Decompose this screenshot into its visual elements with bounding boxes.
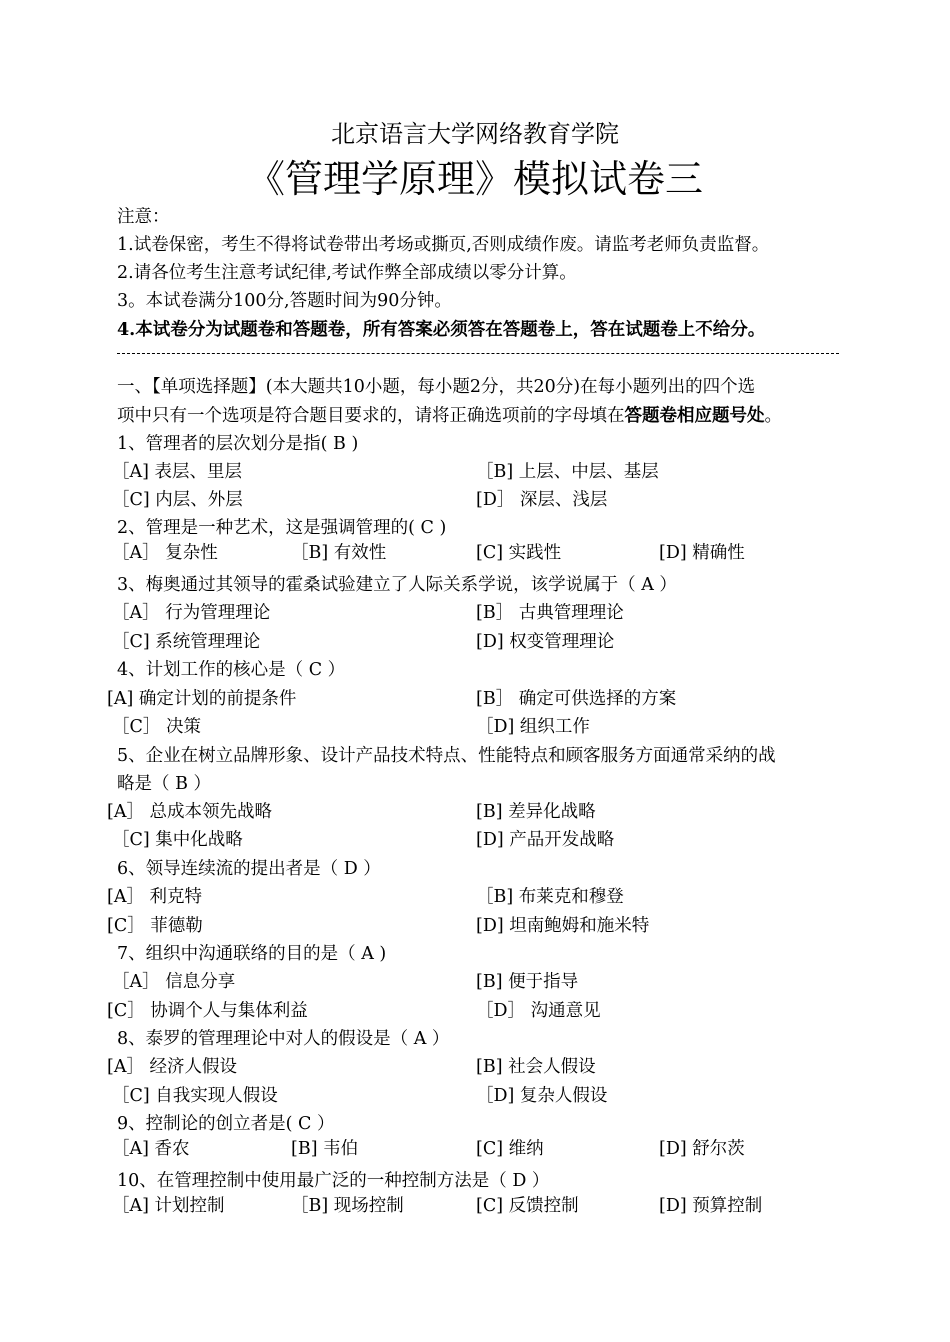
question-4-option-a: [A] 确定计划的前提条件	[107, 689, 297, 709]
question-3-option-a: ［A］ 行为管理理论	[112, 603, 271, 623]
exam-title: 《管理学原理》模拟试卷三	[246, 157, 703, 201]
question-8-option-c: ［C] 自我实现人假设	[112, 1086, 278, 1106]
question-5-option-b: [B] 差异化战略	[476, 802, 596, 822]
question-10-option-b: ［B] 现场控制	[291, 1196, 404, 1216]
question-8-option-a: [A］ 经济人假设	[107, 1057, 238, 1077]
question-4-option-b: [B］ 确定可供选择的方案	[476, 689, 677, 709]
question-8-stem: 8、泰罗的管理理论中对人的假设是（ A ）	[117, 1029, 450, 1049]
instruction-text: 项中只有一个选项是符合题目要求的，请将正确选项前的字母填在	[117, 406, 625, 426]
question-10-option-c: [C] 反馈控制	[476, 1196, 579, 1216]
question-1-stem: 1、管理者的层次划分是指( B )	[117, 434, 359, 454]
question-1-option-c: ［C] 内层、外层	[112, 490, 243, 510]
question-7-option-c: [C］ 协调个人与集体利益	[107, 1001, 308, 1021]
question-3-option-d: [D] 权变管理理论	[476, 632, 615, 652]
question-9-option-a: ［A] 香农	[112, 1139, 190, 1159]
question-2-option-b: ［B] 有效性	[291, 543, 387, 563]
question-5-stem-cont: 略是（ B ）	[117, 774, 211, 794]
instruction-emphasis: 答题卷相应题号处	[624, 406, 765, 426]
question-5-option-c: ［C] 集中化战略	[112, 830, 243, 850]
section-instruction-line2	[117, 405, 782, 427]
notice-item-1: 1.试卷保密，考生不得将试卷带出考场或撕页,否则成绩作废。请监考老师负责监督。	[117, 235, 770, 255]
notice-item-2: 2.请各位考生注意考试纪律,考试作弊全部成绩以零分计算。	[117, 263, 577, 283]
question-10-option-d: [D] 预算控制	[659, 1196, 763, 1216]
question-3-option-c: ［C] 系统管理理论	[112, 632, 261, 652]
question-2-option-a: ［A］ 复杂性	[112, 543, 218, 563]
question-4-option-c: ［C］ 决策	[112, 717, 201, 737]
section-instruction-line1: 一、【单项选择题】(本大题共10小题，每小题2分，共20分)在每小题列出的四个选	[117, 377, 756, 397]
question-3-option-b: [B］ 古典管理理论	[476, 603, 624, 623]
question-2-option-c: [C] 实践性	[476, 543, 562, 563]
instruction-end: 。	[764, 406, 782, 426]
question-2-option-d: [D] 精确性	[659, 543, 745, 563]
question-7-option-b: [B] 便于指导	[476, 972, 579, 992]
question-6-option-c: [C］ 菲德勒	[107, 916, 203, 936]
question-9-option-d: [D] 舒尔茨	[659, 1139, 745, 1159]
notice-item-3: 3。本试卷满分100分,答题时间为90分钟。	[117, 291, 452, 311]
notice-item-4: 4.本试卷分为试题卷和答题卷，所有答案必须答在答题卷上，答在试题卷上不给分。	[117, 320, 766, 340]
question-9-stem: 9、控制论的创立者是( C ）	[117, 1114, 335, 1134]
notice-heading: 注意：	[117, 207, 170, 227]
institution-title: 北京语言大学网络教育学院	[331, 120, 619, 148]
question-6-option-b: ［B] 布莱克和穆登	[476, 887, 624, 907]
question-6-stem: 6、领导连续流的提出者是（ D ）	[117, 859, 381, 879]
question-10-stem: 10、在管理控制中使用最广泛的一种控制方法是（ D ）	[117, 1171, 550, 1191]
question-5-stem: 5、企业在树立品牌形象、设计产品技术特点、性能特点和顾客服务方面通常采纳的战	[117, 746, 776, 766]
question-1-option-b: ［B] 上层、中层、基层	[476, 462, 659, 482]
question-6-option-d: [D] 坦南鲍姆和施米特	[476, 916, 650, 936]
question-1-option-d: [D］ 深层、浅层	[476, 490, 608, 510]
question-9-option-b: [B] 韦伯	[291, 1139, 359, 1159]
question-4-stem: 4、计划工作的核心是（ C ）	[117, 660, 346, 680]
question-8-option-b: [B] 社会人假设	[476, 1057, 596, 1077]
question-5-option-d: [D] 产品开发战略	[476, 830, 615, 850]
question-7-option-d: ［D］ 沟通意见	[476, 1001, 601, 1021]
question-10-option-a: ［A] 计划控制	[112, 1196, 225, 1216]
question-3-stem: 3、梅奥通过其领导的霍桑试验建立了人际关系学说，该学说属于（ A ）	[117, 575, 677, 595]
question-5-option-a: [A］ 总成本领先战略	[107, 802, 273, 822]
section-divider	[117, 353, 839, 354]
question-4-option-d: ［D] 组织工作	[476, 717, 590, 737]
question-9-option-c: [C] 维纳	[476, 1139, 544, 1159]
question-7-option-a: ［A］ 信息分享	[112, 972, 236, 992]
question-6-option-a: [A］ 利克特	[107, 887, 203, 907]
question-7-stem: 7、组织中沟通联络的目的是（ A )	[117, 944, 387, 964]
question-8-option-d: ［D] 复杂人假设	[476, 1086, 608, 1106]
question-2-stem: 2、管理是一种艺术，这是强调管理的( C )	[117, 518, 447, 538]
question-1-option-a: ［A] 表层、里层	[112, 462, 243, 482]
